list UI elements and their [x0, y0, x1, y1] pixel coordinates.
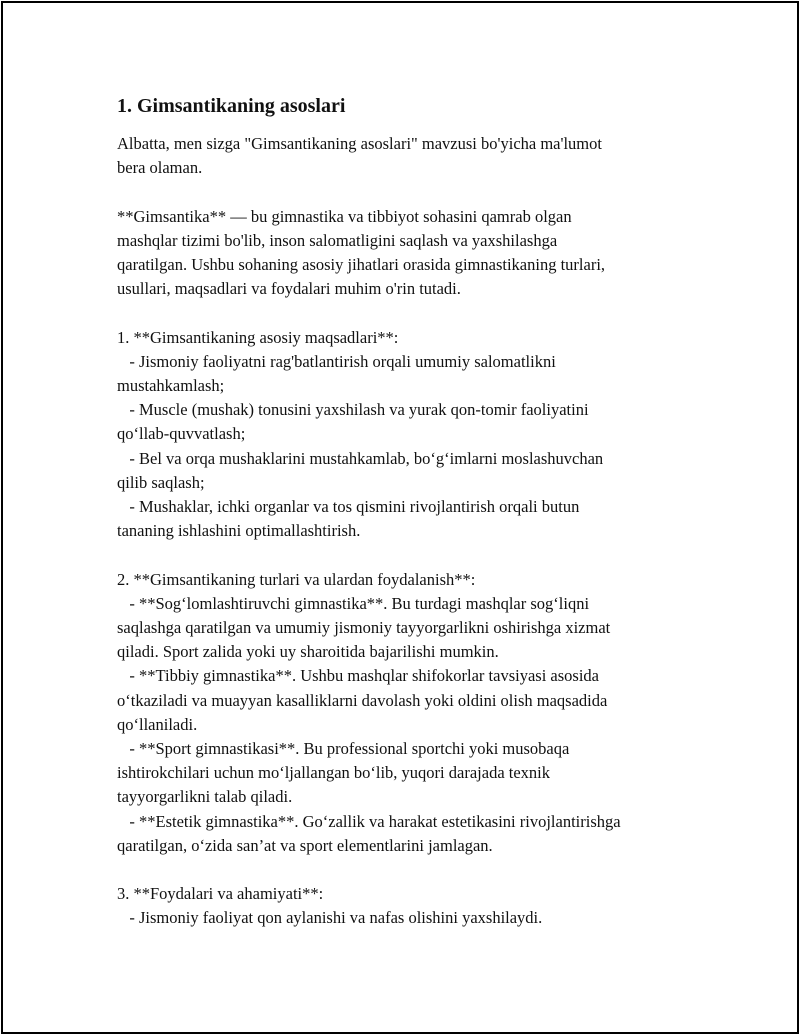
- text-line: mashqlar tizimi bo'lib, inson salomatligini saqlash va yaxshilashga: [117, 230, 558, 250]
- blank-line: [117, 858, 697, 882]
- text-line: - Mushaklar, ichki organlar va tos qismini rivojlantirish orqali butun: [117, 497, 580, 517]
- text-line: usullari, maqsadlari va foydalari muhim o'rin tutadi.: [117, 279, 461, 299]
- text-line: qo‘llaniladi.: [117, 714, 198, 734]
- text-line: 2. **Gimsantikaning turlari va ulardan foydalanish**:: [117, 569, 476, 589]
- blank-line: [117, 543, 697, 567]
- text-line: **Gimsantika** — bu gimnastika va tibbiyot sohasini qamrab olgan: [117, 206, 572, 226]
- text-line: - Muscle (mushak) tonusini yaxshilash va yurak qon-tomir faoliyatini: [117, 400, 589, 420]
- text-line: qilib saqlash;: [117, 472, 205, 492]
- blank-line: [117, 301, 697, 325]
- text-line: bera olaman.: [117, 158, 203, 178]
- text-line: qaratilgan, o‘zida san’at va sport elementlarini jamlagan.: [117, 835, 493, 855]
- text-line: - **Sport gimnastikasi**. Bu professional sportchi yoki musobaqa: [117, 739, 570, 759]
- text-line: mustahkamlash;: [117, 376, 225, 395]
- text-line: - Jismoniy faoliyat qon aylanishi va nafas olishini yaxshilaydi.: [117, 908, 543, 928]
- text-line: qo‘llab-quvvatlash;: [117, 424, 246, 444]
- text-line: - Bel va orqa mushaklarini mustahkamlab, bo‘g‘imlarni moslashuvchan: [117, 448, 604, 468]
- text-line: - **Tibbiy gimnastika**. Ushbu mashqlar shifokorlar tavsiyasi asosida: [117, 666, 599, 686]
- text-line: qaratilgan. Ushbu sohaning asosiy jihatlari orasida gimnastikaning turlari,: [117, 255, 606, 274]
- text-line: tayyorgarlikni talab qiladi.: [117, 787, 293, 807]
- text-line: tananing ishlashini optimallashtirish.: [117, 521, 361, 541]
- text-line: - **Sog‘lomlashtiruvchi gimnastika**. Bu turdagi mashqlar sog‘liqni: [117, 593, 590, 613]
- document-title: 1. Gimsantikaning asoslari: [117, 95, 346, 117]
- document-text: [117, 132, 697, 931]
- text-line: 1. **Gimsantikaning asosiy maqsadlari**:: [117, 327, 399, 347]
- text-line: 3. **Foydalari va ahamiyati**:: [117, 884, 324, 904]
- text-line: qiladi. Sport zalida yoki uy sharoitida bajarilishi mumkin.: [117, 642, 499, 662]
- document-body: [117, 92, 697, 931]
- text-line: o‘tkaziladi va muayyan kasalliklarni davolash yoki oldini olish maqsadida: [117, 690, 608, 710]
- blank-line: [117, 180, 697, 204]
- text-line: Albatta, men sizga "Gimsantikaning asoslari" mavzusi bo'yicha ma'lumot: [117, 134, 602, 153]
- text-line: - Jismoniy faoliyatni rag'batlantirish orqali umumiy salomatlikni: [117, 351, 556, 371]
- text-line: saqlashga qaratilgan va umumiy jismoniy tayyorgarlikni oshirishga xizmat: [117, 618, 611, 638]
- text-line: - **Estetik gimnastika**. Go‘zallik va harakat estetikasini rivojlantirishga: [117, 811, 621, 831]
- text-line: ishtirokchilari uchun mo‘ljallangan bo‘lib, yuqori darajada texnik: [117, 763, 551, 783]
